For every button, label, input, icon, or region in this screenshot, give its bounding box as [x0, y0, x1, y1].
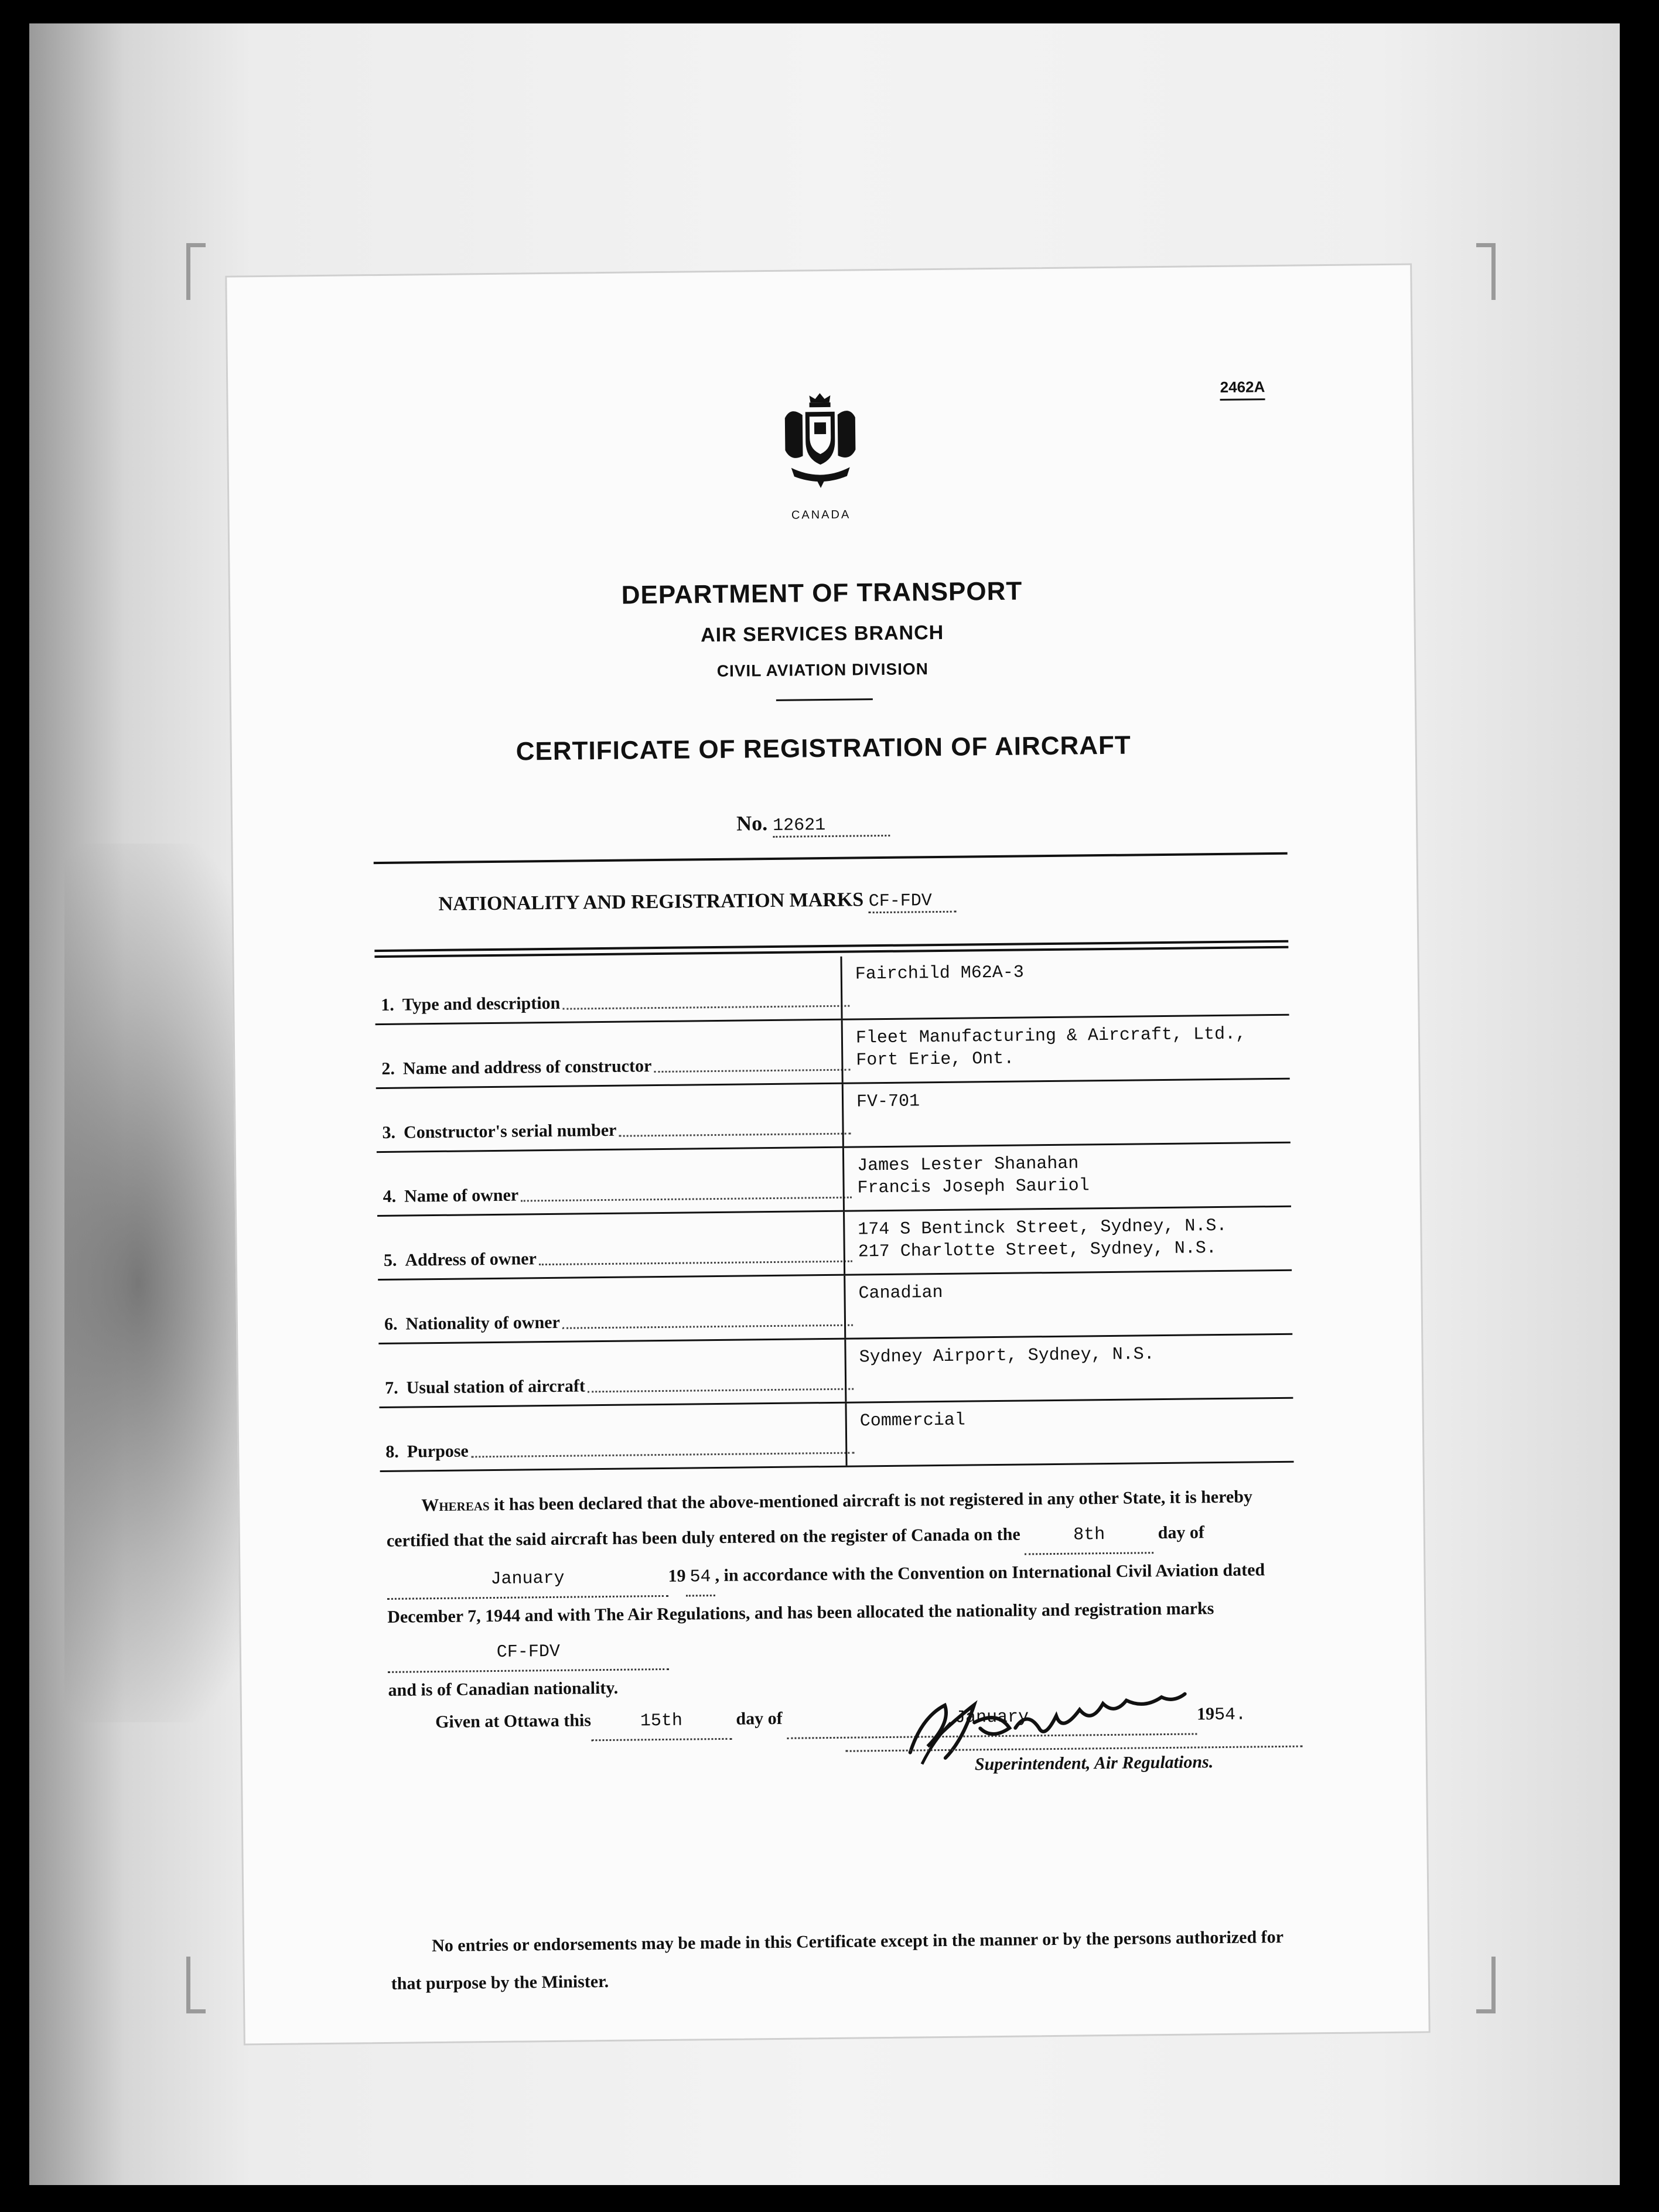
- given-year-prefix: 19: [1196, 1704, 1215, 1724]
- field-value: Canadian: [858, 1282, 943, 1304]
- certificate-title: CERTIFICATE OF REGISTRATION OF AIRCRAFT: [516, 730, 1132, 766]
- crop-mark: [1476, 1957, 1496, 2013]
- given-year: 54.: [1214, 1705, 1247, 1726]
- field-label-text: Purpose: [407, 1441, 469, 1462]
- registration-field-row: [379, 1399, 1293, 1472]
- field-label-text: Name of owner: [404, 1185, 519, 1206]
- registration-month: January: [387, 1560, 668, 1600]
- crest-label: CANADA: [791, 508, 851, 522]
- certificate-no-label: No.: [736, 811, 768, 835]
- registration-day: 8th: [1025, 1517, 1154, 1555]
- column-divider: [841, 1020, 844, 1083]
- column-divider: [845, 1404, 847, 1466]
- heading-divider: [776, 698, 873, 701]
- field-number: 4.: [383, 1186, 397, 1206]
- field-label-text: Usual station of aircraft: [406, 1376, 586, 1398]
- registration-field-row: [377, 1207, 1292, 1281]
- field-label-text: Address of owner: [405, 1249, 537, 1270]
- certificate-document: [225, 263, 1431, 2045]
- crop-mark: [186, 1957, 206, 2013]
- crop-mark: [186, 243, 206, 300]
- field-label-text: Name and address of constructor: [402, 1056, 652, 1078]
- column-divider: [844, 1276, 846, 1338]
- leader-dots: [619, 1133, 851, 1137]
- registration-field-row: [376, 1080, 1291, 1153]
- registration-year-prefix: 19: [668, 1566, 686, 1586]
- declaration-text-1: it has been declared that the above-mentioned aircraft is not registered in any other State, it is hereby certified that the said aircraft has been duly entered on the register of Canada on the: [386, 1487, 1253, 1551]
- column-divider: [843, 1212, 845, 1274]
- field-number: 2.: [381, 1059, 395, 1078]
- canada-coat-of-arms-icon: [773, 388, 868, 494]
- leader-dots: [654, 1069, 850, 1073]
- declaration-day-of: day of: [1158, 1523, 1205, 1543]
- field-label: [385, 1438, 854, 1462]
- declaration-text-3: and is of Canadian nationality.: [388, 1678, 619, 1700]
- declaration-whereas: Whereas: [421, 1495, 490, 1515]
- field-value: 174 S Bentinck Street, Sydney, N.S. 217 Charlotte Street, Sydney, N.S.: [858, 1216, 1227, 1262]
- signatory-title: Superintendent, Air Regulations.: [974, 1752, 1214, 1774]
- leader-dots: [562, 1005, 849, 1010]
- field-label: [382, 1118, 851, 1143]
- registration-field-row: [378, 1335, 1293, 1408]
- leader-dots: [539, 1261, 852, 1266]
- field-label: [381, 1054, 850, 1079]
- given-prefix: Given at Ottawa this: [435, 1711, 592, 1732]
- field-label: [383, 1182, 852, 1207]
- division-heading: CIVIL AVIATION DIVISION: [716, 660, 929, 680]
- registration-marks-label: NATIONALITY AND REGISTRATION MARKS: [438, 889, 864, 915]
- registration-marks-value: CF-FDV: [869, 891, 957, 914]
- field-label: [384, 1310, 853, 1334]
- certificate-number-line: [736, 810, 890, 838]
- crop-mark: [1476, 243, 1496, 300]
- field-value: James Lester Shanahan Francis Joseph Sauriol: [857, 1153, 1090, 1199]
- column-divider: [842, 1148, 845, 1210]
- field-number: 1.: [381, 995, 394, 1015]
- field-number: 5.: [383, 1250, 397, 1270]
- field-value: Commercial: [859, 1410, 965, 1432]
- field-label: [384, 1246, 852, 1271]
- field-value: Fairchild M62A-3: [855, 962, 1024, 985]
- form-number: 2462A: [1220, 378, 1265, 401]
- field-number: 3.: [382, 1122, 396, 1142]
- leader-dots: [521, 1197, 852, 1202]
- given-day-of: day of: [736, 1708, 783, 1729]
- field-value: Sydney Airport, Sydney, N.S.: [859, 1344, 1155, 1368]
- leader-dots: [471, 1452, 854, 1458]
- leader-dots: [562, 1325, 853, 1329]
- column-divider: [844, 1340, 846, 1402]
- field-number: 8.: [385, 1442, 399, 1462]
- registration-field-row: [375, 952, 1289, 1025]
- field-label-text: Constructor's serial number: [403, 1120, 617, 1142]
- declaration-text-2: , in accordance with the Convention on International Civil Aviation dated December 7, 1944 and with The Air Regulations, and has been allocated the nationality and registration marks: [387, 1560, 1265, 1627]
- given-month: January: [787, 1698, 1197, 1739]
- section-rule: [374, 852, 1288, 864]
- column-divider: [840, 957, 842, 1019]
- field-number: 6.: [384, 1314, 398, 1334]
- registration-field-row: [377, 1143, 1291, 1217]
- field-label-text: Nationality of owner: [405, 1312, 560, 1334]
- field-label: [385, 1374, 854, 1398]
- field-value: FV-701: [856, 1091, 920, 1112]
- field-number: 7.: [384, 1378, 398, 1398]
- registration-details-table: [375, 952, 1294, 1472]
- field-label-text: Type and description: [402, 993, 561, 1015]
- allocated-marks: CF-FDV: [388, 1633, 670, 1673]
- department-heading: DEPARTMENT OF TRANSPORT: [621, 576, 1023, 610]
- given-day: 15th: [591, 1703, 732, 1742]
- branch-heading: AIR SERVICES BRANCH: [700, 621, 944, 647]
- certificate-number: 12621: [773, 815, 890, 838]
- registration-marks-line: [438, 888, 957, 918]
- field-value: Fleet Manufacturing & Aircraft, Ltd., Fort Erie, Ont.: [855, 1024, 1247, 1071]
- declaration-paragraph: [386, 1479, 1296, 1708]
- leader-dots: [588, 1388, 854, 1393]
- endorsement-notice: No entries or endorsements may be made in this Certificate except in the manner or by the persons authorized for that purpose by the Minister.: [391, 1927, 1283, 1993]
- registration-field-row: [378, 1271, 1292, 1344]
- field-label: [381, 991, 849, 1015]
- column-divider: [842, 1084, 844, 1146]
- registration-field-row: [376, 1016, 1290, 1089]
- registration-year: 54: [685, 1559, 715, 1597]
